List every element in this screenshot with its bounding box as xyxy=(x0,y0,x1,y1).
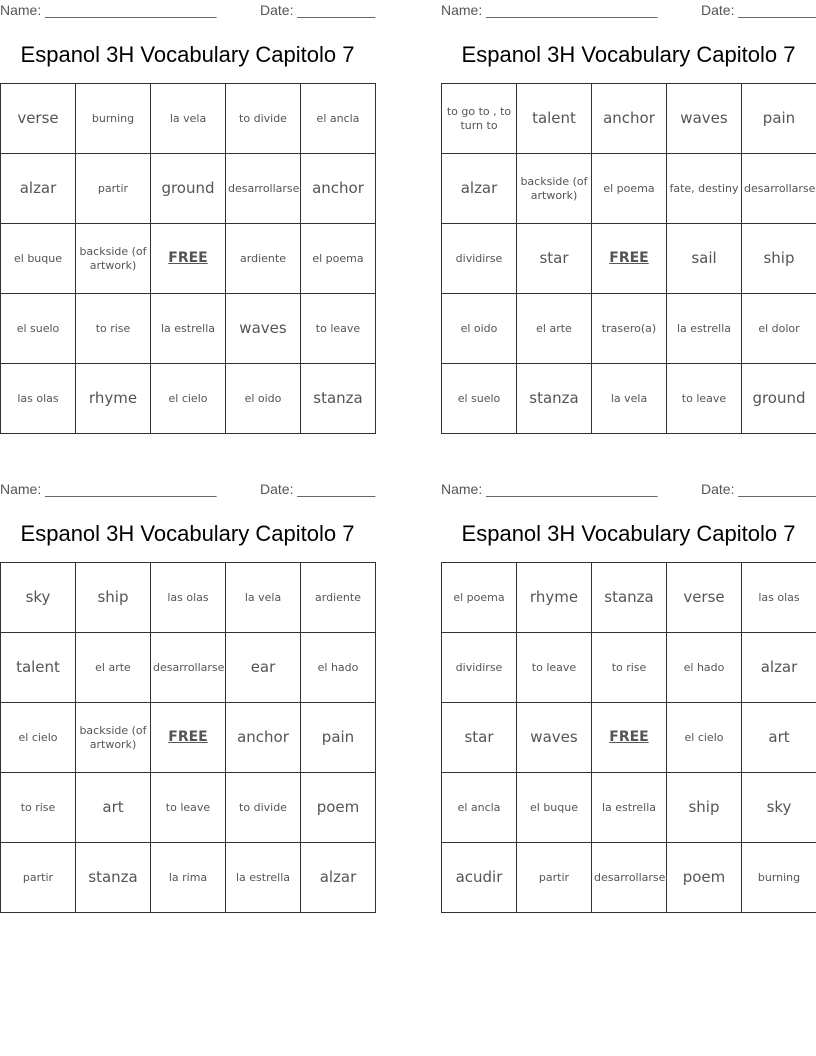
bingo-cell: el arte xyxy=(76,633,151,703)
grid-row xyxy=(442,703,816,773)
name-line: Name: ______________________ xyxy=(0,2,217,18)
bingo-cell: ground xyxy=(151,154,226,224)
bingo-cell: ardiente xyxy=(301,563,376,633)
bingo-cell: anchor xyxy=(226,703,301,773)
bingo-cell: el hado xyxy=(667,633,742,703)
bingo-cell: anchor xyxy=(592,84,667,154)
bingo-cell: partir xyxy=(76,154,151,224)
bingo-cell: stanza xyxy=(76,843,151,913)
bingo-cell: burning xyxy=(742,843,816,913)
card-title: Espanol 3H Vocabulary Capitolo 7 xyxy=(461,521,796,546)
free-space: FREE xyxy=(151,224,226,294)
date-line: Date: __________ xyxy=(260,481,376,497)
bingo-cell: el ancla xyxy=(301,84,376,154)
bingo-cell: ship xyxy=(742,224,816,294)
bingo-cell: rhyme xyxy=(517,563,592,633)
bingo-cell: sail xyxy=(667,224,742,294)
bingo-cell: stanza xyxy=(517,364,592,434)
grid-row xyxy=(1,294,376,364)
bingo-cell: el arte xyxy=(517,294,592,364)
bingo-card-4 xyxy=(441,479,816,914)
bingo-cell: verse xyxy=(667,563,742,633)
bingo-cell: la estrella xyxy=(592,773,667,843)
bingo-cell: dividirse xyxy=(442,633,517,703)
grid-row xyxy=(1,84,376,154)
bingo-cell: la vela xyxy=(226,563,301,633)
grid-row xyxy=(442,294,816,364)
bingo-cell: to divide xyxy=(226,773,301,843)
bingo-cell: el buque xyxy=(517,773,592,843)
bingo-cell: talent xyxy=(517,84,592,154)
bingo-cell: las olas xyxy=(151,563,226,633)
bingo-cell: backside (of artwork) xyxy=(76,224,151,294)
bingo-cell: la vela xyxy=(151,84,226,154)
grid-row xyxy=(442,843,816,913)
free-space: FREE xyxy=(592,703,667,773)
bingo-cell: el suelo xyxy=(442,364,517,434)
bingo-cell: la rima xyxy=(151,843,226,913)
bingo-cell: star xyxy=(517,224,592,294)
bingo-cell: backside (of artwork) xyxy=(76,703,151,773)
bingo-cell: to leave xyxy=(667,364,742,434)
name-date-row xyxy=(441,481,816,497)
bingo-cell: to rise xyxy=(1,773,76,843)
grid-row xyxy=(1,633,376,703)
bingo-cell: el cielo xyxy=(1,703,76,773)
bingo-cell: poem xyxy=(667,843,742,913)
bingo-cell: el dolor xyxy=(742,294,816,364)
bingo-cell: alzar xyxy=(742,633,816,703)
bingo-cell: desarrollarse xyxy=(226,154,301,224)
bingo-cell: sky xyxy=(1,563,76,633)
bingo-grid xyxy=(0,83,376,434)
bingo-cell: dividirse xyxy=(442,224,517,294)
bingo-cell: burning xyxy=(76,84,151,154)
grid-row xyxy=(1,364,376,434)
card-title: Espanol 3H Vocabulary Capitolo 7 xyxy=(20,42,355,67)
bingo-cell: ship xyxy=(76,563,151,633)
bingo-cell: poem xyxy=(301,773,376,843)
bingo-cell: talent xyxy=(1,633,76,703)
bingo-cell: alzar xyxy=(442,154,517,224)
bingo-cell: las olas xyxy=(742,563,816,633)
bingo-cell: pain xyxy=(742,84,816,154)
bingo-cell: trasero(a) xyxy=(592,294,667,364)
bingo-grid xyxy=(441,562,816,913)
bingo-cell: desarrollarse xyxy=(151,633,226,703)
bingo-cell: el oido xyxy=(442,294,517,364)
bingo-cell: backside (of artwork) xyxy=(517,154,592,224)
bingo-cell: ship xyxy=(667,773,742,843)
bingo-cell: to rise xyxy=(76,294,151,364)
bingo-card-1 xyxy=(0,0,375,435)
name-date-row xyxy=(0,2,375,18)
bingo-cell: to leave xyxy=(151,773,226,843)
name-date-row xyxy=(441,2,816,18)
bingo-cell: to rise xyxy=(592,633,667,703)
bingo-cell: ear xyxy=(226,633,301,703)
bingo-cell: las olas xyxy=(1,364,76,434)
bingo-cell: el poema xyxy=(442,563,517,633)
bingo-grid xyxy=(0,562,376,913)
date-line: Date: __________ xyxy=(701,2,816,18)
card-title: Espanol 3H Vocabulary Capitolo 7 xyxy=(20,521,355,546)
grid-row xyxy=(1,773,376,843)
bingo-cell: stanza xyxy=(301,364,376,434)
bingo-cell: to leave xyxy=(301,294,376,364)
bingo-cell: waves xyxy=(226,294,301,364)
bingo-cell: acudir xyxy=(442,843,517,913)
free-space: FREE xyxy=(151,703,226,773)
bingo-cell: la estrella xyxy=(667,294,742,364)
bingo-cell: pain xyxy=(301,703,376,773)
bingo-cell: la estrella xyxy=(226,843,301,913)
grid-row xyxy=(442,773,816,843)
bingo-cell: waves xyxy=(667,84,742,154)
bingo-cell: art xyxy=(76,773,151,843)
bingo-cell: el oido xyxy=(226,364,301,434)
bingo-cell: la estrella xyxy=(151,294,226,364)
bingo-cell: ardiente xyxy=(226,224,301,294)
bingo-cell: partir xyxy=(517,843,592,913)
name-line: Name: ______________________ xyxy=(441,2,658,18)
bingo-cell: to divide xyxy=(226,84,301,154)
grid-row xyxy=(442,633,816,703)
card-title: Espanol 3H Vocabulary Capitolo 7 xyxy=(461,42,796,67)
bingo-cell: fate, destiny xyxy=(667,154,742,224)
grid-row xyxy=(1,224,376,294)
grid-row xyxy=(1,703,376,773)
bingo-cell: art xyxy=(742,703,816,773)
grid-row xyxy=(442,364,816,434)
bingo-cell: stanza xyxy=(592,563,667,633)
bingo-cell: el poema xyxy=(592,154,667,224)
bingo-card-2 xyxy=(441,0,816,435)
bingo-cell: desarrollarse xyxy=(592,843,667,913)
bingo-grid xyxy=(441,83,816,434)
name-line: Name: ______________________ xyxy=(441,481,658,497)
bingo-cell: to go to , to turn to xyxy=(442,84,517,154)
bingo-cell: partir xyxy=(1,843,76,913)
bingo-cell: el hado xyxy=(301,633,376,703)
date-line: Date: __________ xyxy=(260,2,376,18)
grid-row xyxy=(1,843,376,913)
grid-row xyxy=(1,154,376,224)
date-line: Date: __________ xyxy=(701,481,816,497)
grid-row xyxy=(442,154,816,224)
bingo-cell: el ancla xyxy=(442,773,517,843)
bingo-cell: el cielo xyxy=(151,364,226,434)
name-line: Name: ______________________ xyxy=(0,481,217,497)
bingo-cell: waves xyxy=(517,703,592,773)
grid-row xyxy=(442,84,816,154)
free-space: FREE xyxy=(592,224,667,294)
bingo-cell: el suelo xyxy=(1,294,76,364)
bingo-cell: alzar xyxy=(1,154,76,224)
grid-row xyxy=(442,224,816,294)
bingo-cell: to leave xyxy=(517,633,592,703)
bingo-cell: anchor xyxy=(301,154,376,224)
bingo-cell: alzar xyxy=(301,843,376,913)
bingo-cell: desarrollarse xyxy=(742,154,816,224)
bingo-cell: la vela xyxy=(592,364,667,434)
bingo-cell: el cielo xyxy=(667,703,742,773)
bingo-cell: el poema xyxy=(301,224,376,294)
name-date-row xyxy=(0,481,375,497)
bingo-cell: star xyxy=(442,703,517,773)
bingo-cell: verse xyxy=(1,84,76,154)
grid-row xyxy=(1,563,376,633)
bingo-cell: sky xyxy=(742,773,816,843)
grid-row xyxy=(442,563,816,633)
bingo-card-3 xyxy=(0,479,375,914)
bingo-cell: ground xyxy=(742,364,816,434)
bingo-cell: rhyme xyxy=(76,364,151,434)
bingo-cell: el buque xyxy=(1,224,76,294)
